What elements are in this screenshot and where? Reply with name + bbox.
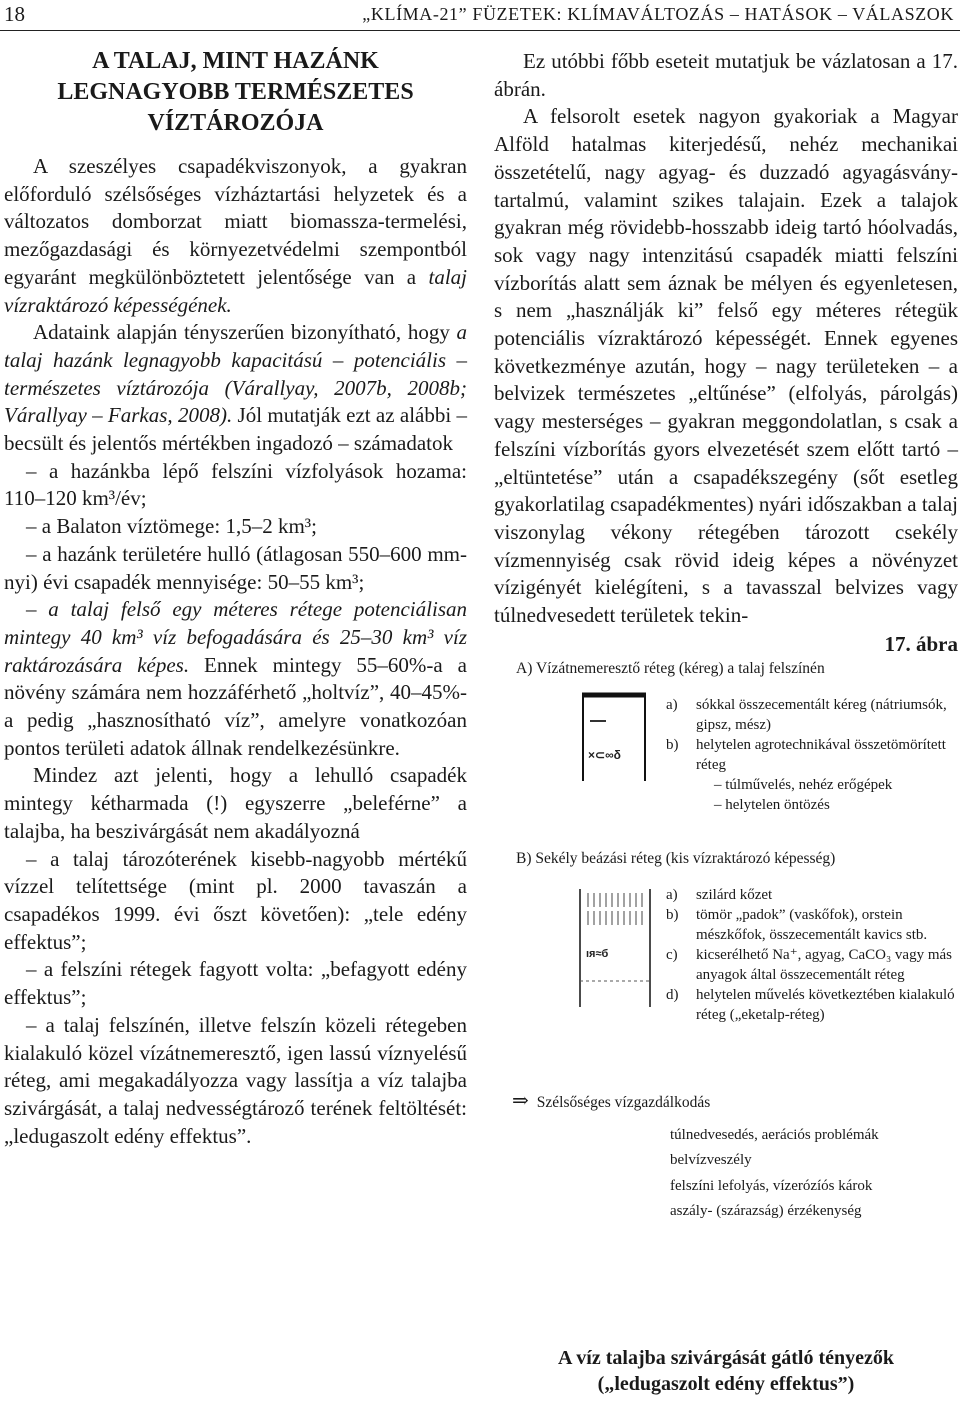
sketch-shallow-label: ıя≈б <box>586 947 609 960</box>
figure-B-header: B) Sekély beázási réteg (kis vízraktározó képesség) <box>516 849 836 867</box>
evidence-paragraph <box>4 319 467 458</box>
bullet-soil-capacity <box>4 596 467 762</box>
extreme-label: Szélsőséges vízgazdálkodás <box>536 1093 711 1111</box>
evidence-text-a: Adataink alapján tényszerűen bizonyítható, hogy <box>33 320 457 345</box>
item-text: tömör „padok” (vaskőfok), orstein mészkőfok, összecementált kavics stb. <box>696 906 928 943</box>
bullet-rivers: – a hazánkba lépő felszíni vízfolyások hozama: 110–120 km³/év; <box>4 458 467 511</box>
figure-17 <box>494 657 958 1220</box>
evidence-emphasis: a talaj hazánk legnagyobb kapacitású – potenciális – természetes víztározója <box>4 320 467 400</box>
consequence-item: túlnedvesedés, aerációs problémák <box>670 1126 879 1143</box>
figure-B-item-a <box>666 885 956 905</box>
figure-B-item-c <box>666 945 956 985</box>
figure-B-item-b <box>666 905 956 945</box>
soil-capacity-text: Ennek mintegy 55–60%-a a növény számára nem hozzáférhető „holtvíz”, 40–45%-a pedig „hasznosítható víz”, amelyre vonatkozóan pontos területi adatok állnak rendelkezésünkre. <box>4 652 467 760</box>
sketch-shallow-layer <box>574 885 656 1015</box>
intro-text: A szeszélyes csapadékviszonyok, a gyakran előforduló szélsőséges vízháztartási helyzetek és a változatos domborzat miatt biomassza-termelési, mezőgazdasági és környezetvédelmi szempontból egyaránt megkülönböztetett jelentősége van a <box>4 154 467 289</box>
figure-A-list <box>666 695 956 815</box>
extreme-water-regime <box>512 1091 710 1113</box>
alfold-paragraph: A felsorolt esetek nagyon gyakoriak a Magyar Alföld hatalmas kiterjedésű, nehéz mechanikai összetételű, nagy agyag- és duzzadó agyagásvány-tartalmú, valamint szikes talajain. Ezek a talajok gyakran még rövidebb-hosszabb ideig tartó hóolvadás, sok vagy nagy intenzitású csapadék miatti felszíni vízborítás alatt sem áznak be mélyen és egyenletesen, s nem „használják ki” felső egy méteres rétegük potenciális vízraktározó képességét. Ennek egyenes következménye azután, hogy – nagy területeken – a belvizek természetes „eltűnése” (elfolyás, párolgás) vagy mesterséges – gyakran meggondolatlan, s csak a felszíni vízborítás gyors elvezetését szem előtt tartó – „eltüntetése” után a csapadékszegény (sőt esetleg gyakorlatilag csapadékmentes) nyári időszakban a talaj viszonylag vékony rétegében tározott csekély vízmennyiség csak rövid ideig képes a növényzet vízigényét kielégíteni, s a tavasszal belvizes vagy túlnedvesedett területek tekin- <box>494 104 958 628</box>
sketch-crust <box>578 691 650 783</box>
citation: (Várallyay, 2007b, 2008b; Várallyay – Farkas, 2008). <box>4 375 468 428</box>
figure-B-item-d <box>666 985 956 1025</box>
consequence-item: aszály- (szárazság) érzékenység <box>670 1203 862 1220</box>
item-text: szilárd kőzet <box>696 886 773 903</box>
item-text: helytelen művelés következtében kialakuló réteg („eketalp-réteg) <box>696 986 955 1023</box>
figure-A-item-a <box>666 695 956 735</box>
item-key: b) <box>666 906 679 923</box>
header-rule <box>0 30 960 31</box>
soil-capacity-emphasis: – a talaj felső egy méteres rétege potenciálisan mintegy 40 km³ víz befogadására és 25–30 km³ víz raktározására képes. <box>4 597 467 677</box>
figure-A-sub-2: – helytelen öntözés <box>714 796 830 813</box>
bullet-balaton: – a Balaton víztömege: 1,5–2 km³; <box>26 514 317 539</box>
bullet-precipitation: – a hazánk területére hulló (átlagosan 550–600 mm-nyi) évi csapadék mennyisége: 50–55 km³; <box>4 541 467 594</box>
implies-arrow-icon: ⇒ <box>512 1089 529 1112</box>
consequences-list <box>670 1123 879 1225</box>
conclusion-paragraph: Mindez azt jelenti, hogy a lehulló csapadék mintegy kétharmada (!) egyszerre „beleférne” a talajba, ha beszivárgását nem akadályozná <box>4 763 467 843</box>
figure-A-header: A) Vízátnemeresztő réteg (kéreg) a talaj felszínén <box>516 659 825 677</box>
figure-A-sub-1: – túlművelés, nehéz erőgépek <box>714 776 893 793</box>
running-head: „KLÍMA-21” FÜZETEK: KLÍMAVÁLTOZÁS – HATÁSOK – VÁLASZOK <box>362 4 954 24</box>
figure-A-item-b <box>666 735 956 775</box>
figure-reference: Ez utóbbi főbb eseteit mutatjuk be vázlatosan a 17. ábrán. <box>494 49 958 101</box>
item-key: a) <box>666 886 678 903</box>
consequence-item: belvízveszély <box>670 1152 752 1169</box>
sketch-crust-label: ×⊂∞δ <box>588 747 621 762</box>
item-key: a) <box>666 696 678 713</box>
evidence-space <box>209 376 225 400</box>
bullet-frozen-vessel: – a felszíni rétegek fagyott volta: „befagyott edény effektus”; <box>4 957 467 1010</box>
item-text: sókkal összecementált kéreg (nátriumsók, gipsz, mész) <box>696 696 947 733</box>
item-text: kicserélhető Na⁺, agyag, CaCO₃ vagy más anyagok által összecementált réteg <box>696 946 952 983</box>
item-key: c) <box>666 946 678 963</box>
item-key: b) <box>666 736 679 753</box>
right-body <box>494 48 958 630</box>
item-key: d) <box>666 986 679 1003</box>
bullet-full-vessel: – a talaj tározóterének kisebb-nagyobb mértékű vízzel telítettsége (mint pl. 2000 tavaszán a csapadékos 1999. évi őszt követően): „tele edény effektus”; <box>4 846 467 954</box>
bullet-plugged-vessel: – a talaj felszínén, illetve felszín közeli rétegeben kialakuló közel vízátnemeresztő, igen lassú víznyelésű réteg, ami megakadályozza vagy lassítja a víz talajba szivárgását, a talaj nedvességtároző terének feltöltését: „ledugaszolt edény effektus”. <box>4 1012 467 1148</box>
intro-paragraph <box>4 153 467 319</box>
consequence-item: felszíni lefolyás, vízerózíós károk <box>670 1177 873 1194</box>
figure-number: 17. ábra <box>884 631 958 656</box>
page-number: 18 <box>4 2 25 26</box>
caption-line-2: („ledugaszolt edény effektus”) <box>597 1373 855 1395</box>
left-body <box>4 153 467 1150</box>
right-column <box>494 48 958 1220</box>
figure-B-list <box>666 885 956 1025</box>
left-column <box>4 46 467 1150</box>
article-title: A TALAJ, MINT HAZÁNK LEGNAGYOBB TERMÉSZETES VÍZTÁROZÓJA <box>57 48 414 136</box>
intro-emphasis: talaj vízraktározó képességének. <box>4 264 467 317</box>
evidence-text-c: Jól mutatják ezt az alábbi – becsült és jelentős mértékben ingadozó – számadatok <box>4 403 468 456</box>
caption-line-1: A víz talajba szivárgását gátló tényezők <box>557 1347 895 1369</box>
figure-caption <box>494 1345 958 1397</box>
item-text: helytelen agrotechnikával összetömörített réteg <box>696 736 946 773</box>
